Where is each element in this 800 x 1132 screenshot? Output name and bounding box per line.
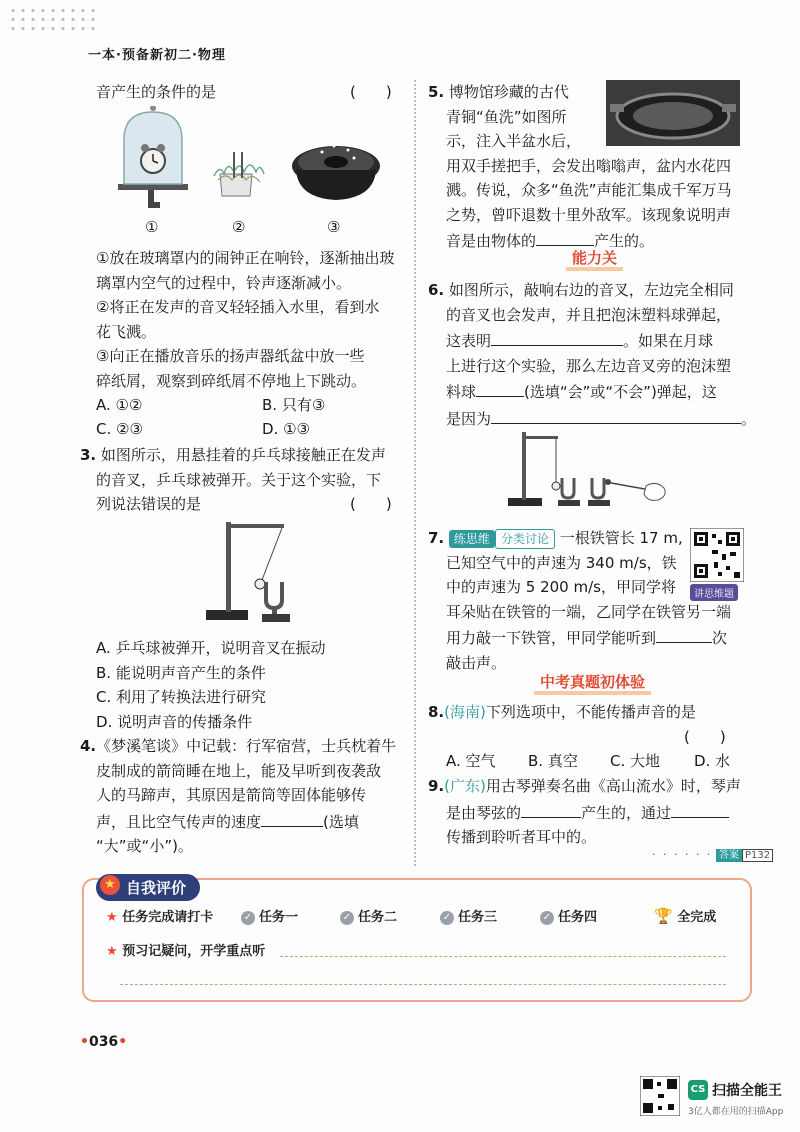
q3-number: 3. [80, 446, 97, 464]
q2-desc-line: 碎纸屑，观察到碎纸屑不停地上下跳动。 [96, 371, 367, 390]
questions-note-row [106, 940, 265, 959]
self-evaluation-title [96, 874, 200, 901]
q8-stem: 下列选项中，不能传播声音的是 [485, 703, 696, 721]
q5-line: 用双手搓把手，会发出嗡嗡声，盆内水花四 [446, 156, 732, 175]
trophy-icon: 🏆 [654, 907, 673, 925]
q4-number: 4. [80, 737, 97, 755]
q6-answer-blank-3[interactable] [491, 405, 741, 424]
q2-option-d[interactable]: D. ①③ [262, 420, 310, 438]
q5-line: 产生的。 [594, 232, 655, 250]
q4-line: 人的马蹄声，其原因是箭筒等固体能够传 [96, 786, 367, 804]
q5-line: 青铜“鱼洗”如图所 [446, 107, 567, 126]
q2-description [96, 246, 410, 441]
page-header-title: 一本·预备新初二·物理 [88, 48, 226, 63]
task-3-check[interactable] [440, 906, 497, 925]
q7-answer-blank[interactable] [656, 624, 712, 643]
q8-option-c[interactable]: C. 大地 [610, 751, 661, 770]
camscanner-logo-icon: CS [688, 1080, 708, 1100]
tuning-fork-water-figure [214, 152, 264, 196]
check-icon: ✓ [340, 911, 354, 925]
q5-line: 音是由物体的 [446, 232, 537, 250]
star-icon: ★ [106, 910, 118, 925]
q6-line: 这表明 [446, 332, 492, 350]
q7-number: 7. [428, 529, 445, 547]
all-complete-check[interactable] [654, 906, 716, 925]
figure-label-3: ③ [327, 218, 341, 236]
q2-desc-line: ②将正在发声的音叉轻轻插入水里，看到水 [96, 298, 380, 316]
q3-line: 的音叉，乒乓球被弹开。关于这个实验，下 [96, 470, 382, 489]
q3-line: 列说法错误的是 [96, 495, 202, 513]
q6-line: 是因为 [446, 409, 492, 428]
answer-reference[interactable]: · · · · · · 答案 P132 [652, 846, 773, 861]
q6-line: 。 [741, 409, 757, 428]
q9-line: 产生的，通过 [581, 803, 672, 822]
task-2-check[interactable] [340, 906, 397, 925]
check-icon: ✓ [540, 911, 554, 925]
q8-option-d[interactable]: D. 水 [694, 751, 731, 770]
page-number-text: 036 [88, 1034, 119, 1050]
q7-line: 次 [712, 629, 728, 647]
q9-line: 用古琴弹奏名曲《高山流水》时，琴声 [485, 777, 741, 795]
q6-number: 6. [428, 281, 445, 299]
q4-line: 皮制成的箭筒睡在地上，能及早听到夜袭敌 [96, 761, 382, 780]
star-icon: ★ [106, 944, 118, 959]
q5-line: 溅。传说，众多“鱼洗”声能汇集成千军万马 [446, 181, 732, 199]
q2-desc-line: ①放在玻璃罩内的闹钟正在响铃，逐渐抽出玻 [96, 249, 395, 267]
bullet-icon: • [118, 1034, 128, 1050]
check-icon: ✓ [440, 911, 454, 925]
q8-number: 8. [428, 703, 445, 721]
q4-line: 声，且比空气传声的速度 [96, 812, 262, 831]
self-evaluation-title-text: 自我评价 [126, 879, 187, 897]
scanner-slogan: 3亿人都在用的扫描App [688, 1107, 784, 1117]
q9-source: (广东) [444, 777, 486, 795]
answer-page: P132 [742, 849, 773, 862]
q7-line: 耳朵贴在铁管的一端，乙同学在铁管另一端 [446, 602, 732, 621]
q8-option-a[interactable]: A. 空气 [446, 751, 496, 770]
q2-desc-line: ③向正在播放音乐的扬声器纸盆中放一些 [96, 347, 365, 365]
q6-line: 料球 [446, 383, 477, 401]
q2-option-b[interactable]: B. 只有③ [262, 396, 326, 414]
check-icon: ✓ [241, 911, 255, 925]
question-9 [428, 774, 768, 850]
task-checkin-row [106, 906, 726, 925]
q6-line: 。如果在月球 [623, 332, 714, 350]
column-divider [414, 80, 416, 866]
q9-answer-blank-2[interactable] [671, 799, 729, 818]
q3-answer-paren[interactable]: ( ) [350, 495, 392, 513]
q6-line: 如图所示，敲响右边的音叉，左边完全相同 [448, 281, 734, 299]
task-label: 任务三 [458, 910, 498, 925]
section-ability [566, 248, 623, 267]
medal-icon: ★ [100, 875, 120, 895]
bullet-icon: • [80, 1034, 89, 1050]
scanner-brand: 扫描全能王 [712, 1083, 782, 1099]
q6-answer-blank-2[interactable] [476, 378, 524, 397]
q2-option-a[interactable]: A. ①② [96, 396, 143, 414]
q2-answer-paren[interactable]: ( ) [350, 83, 392, 101]
q6-line: 的音叉也会发声，并且把泡沫塑料球弹起， [446, 305, 732, 324]
task-label: 任务四 [558, 910, 598, 925]
q2-options-row [96, 393, 410, 417]
all-complete-label: 全完成 [677, 910, 717, 925]
task-4-check[interactable] [540, 906, 597, 925]
q7-line: 中的声速为 5 200 m/s，甲同学将 [446, 578, 676, 596]
q3-pendulum-fork-figure [200, 518, 310, 630]
note-line-1[interactable] [280, 956, 726, 957]
task-label: 任务一 [259, 910, 299, 925]
q7-line: 已知空气中的声速为 340 m/s，铁 [446, 553, 677, 572]
bell-jar-figure [118, 106, 188, 208]
q3-option-d[interactable]: D. 说明声音的传播条件 [96, 712, 253, 731]
section-exam [534, 672, 651, 691]
answer-label: 答案 [716, 849, 742, 862]
q2-option-c[interactable]: C. ②③ [96, 420, 143, 438]
q5-number: 5. [428, 83, 445, 101]
yuxi-bronze-basin-photo [606, 80, 740, 146]
q3-option-a[interactable]: A. 乒乓球被弹开，说明音叉在振动 [96, 639, 326, 657]
q2-desc-line: 花飞溅。 [96, 322, 157, 341]
question-3 [80, 443, 410, 517]
q5-line: 之势，曾吓退数十里外敌军。该现象说明声 [446, 205, 732, 224]
q7-tag-category: 分类讨论 [495, 529, 555, 549]
q2-stem: 音产生的条件的是 [96, 83, 217, 101]
question-6 [428, 278, 768, 431]
q2-figures [110, 106, 390, 216]
header-dots-decoration [8, 6, 100, 36]
q8-source: (海南) [444, 703, 486, 721]
question-8 [428, 700, 768, 773]
q3-option-c[interactable]: C. 利用了转换法进行研究 [96, 688, 267, 706]
q3-option-b[interactable]: B. 能说明声音产生的条件 [96, 663, 266, 682]
q6-two-fork-figure [500, 428, 680, 514]
q6-line: 上进行这个实验，那么左边音叉旁的泡沫塑 [446, 356, 732, 375]
left-column [96, 80, 408, 105]
page-number [80, 1034, 127, 1050]
q7-line: 一根铁管长 17 m, [559, 529, 683, 547]
task-label: 任务二 [358, 910, 398, 925]
q8-answer-paren[interactable]: ( ) [684, 727, 726, 746]
q7-tag-thinking: 练思维 [449, 530, 495, 548]
q9-number: 9. [428, 777, 445, 795]
q6-line: (选填“会”或“不会”)弹起，这 [524, 383, 717, 401]
watermark-qr-icon [640, 1076, 680, 1116]
q4-line: “大”或“小”)。 [96, 837, 193, 855]
q5-line: 示，注入半盆水后， [446, 132, 582, 150]
question-4 [80, 734, 410, 859]
qr-label: 讲思维题 [690, 584, 738, 601]
questions-note-label: 预习记疑问，开学重点听 [122, 944, 266, 959]
note-line-2[interactable] [120, 984, 726, 985]
q9-line: 是由琴弦的 [446, 803, 522, 822]
q8-options-row [428, 749, 768, 773]
figure-label-1: ① [145, 218, 159, 236]
q7-line: 敲击声。 [446, 653, 507, 672]
q5-answer-blank[interactable] [536, 227, 594, 246]
q2-options-row [96, 417, 410, 441]
q5-line: 博物馆珍藏的古代 [448, 83, 569, 101]
q3-line: 如图所示，用悬挂着的乒乓球接触正在发声 [100, 446, 386, 464]
q6-answer-blank-1[interactable] [491, 327, 623, 346]
q2-desc-line: 璃罩内空气的过程中，铃声逐渐减小。 [96, 273, 352, 292]
section-exam-title: 中考真题初体验 [534, 673, 651, 695]
q4-answer-blank[interactable] [261, 808, 323, 827]
q7-line: 用力敲一下铁管，甲同学能听到 [446, 629, 657, 647]
q4-line: 《梦溪笔谈》中记载：行军宿营，士兵枕着牛 [96, 737, 397, 755]
task-1-check[interactable] [241, 906, 298, 925]
q2-stem-line [96, 80, 408, 105]
q9-line: 传播到聆听者耳中的。 [446, 828, 597, 846]
q9-answer-blank-1[interactable] [521, 799, 581, 818]
speaker-figure [292, 139, 380, 201]
q4-line: (选填 [323, 812, 359, 831]
qr-code-icon[interactable] [690, 528, 744, 582]
section-ability-title: 能力关 [566, 249, 623, 271]
q3-options [96, 636, 410, 734]
figure-label-2: ② [232, 218, 246, 236]
task-checkin-label: 任务完成请打卡 [122, 910, 214, 925]
q8-option-b[interactable]: B. 真空 [528, 751, 578, 770]
